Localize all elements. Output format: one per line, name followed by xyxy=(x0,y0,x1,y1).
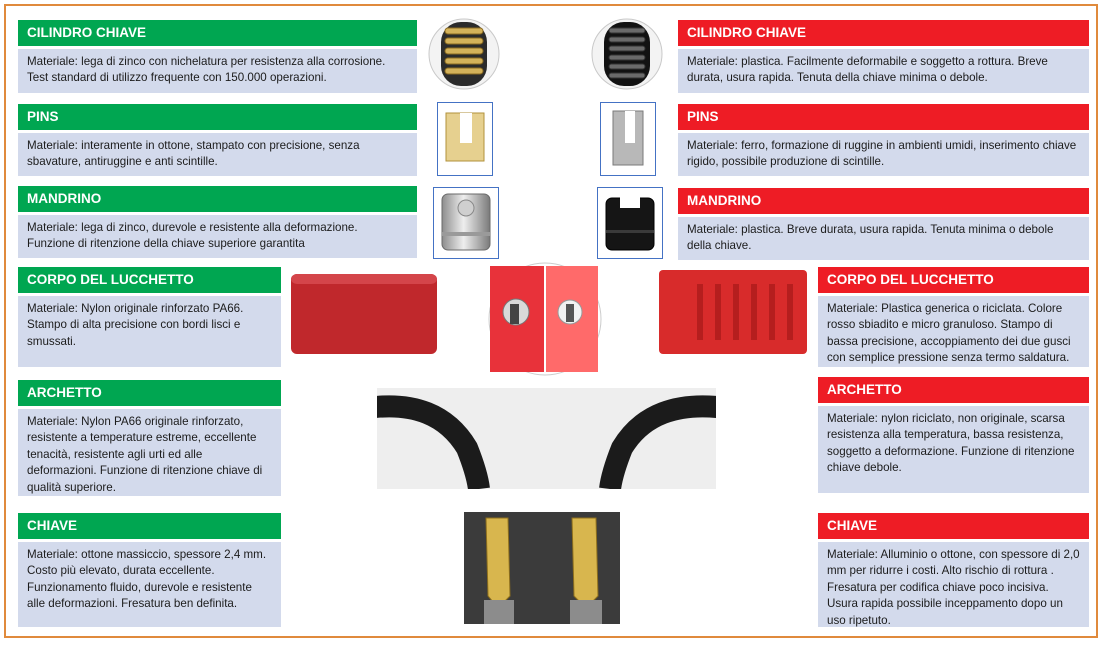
right-cilindro-card xyxy=(678,20,1089,93)
right-corpo-card xyxy=(818,267,1089,367)
right-corpo-text: Materiale: Plastica generica o riciclata. Colore rosso sbiadito e micro granuloso. Stampo di bassa precisione, accoppiamento dei due gusci con semplice pressione senza termo saldatura. xyxy=(818,296,1089,367)
left-corpo-text: Materiale: Nylon originale rinforzato PA66. Stampo di alta precisione con bordi lisci e smussati. xyxy=(18,296,281,367)
left-pins-title: PINS xyxy=(18,104,417,130)
left-corpo-title: CORPO DEL LUCCHETTO xyxy=(18,267,281,293)
left-pins-text: Materiale: interamente in ottone, stampato con precisione, senza sbavature, antiruggine e anti scintille. xyxy=(18,133,417,176)
left-cilindro-card xyxy=(18,20,417,93)
right-corpo-title: CORPO DEL LUCCHETTO xyxy=(818,267,1089,293)
steel-pin-image xyxy=(600,102,656,176)
black-spring-image xyxy=(590,18,664,90)
left-mandrino-card xyxy=(18,186,417,258)
left-pins-card xyxy=(18,104,417,176)
left-archetto-title: ARCHETTO xyxy=(18,380,281,406)
left-archetto-card xyxy=(18,380,281,496)
right-mandrino-title: MANDRINO xyxy=(678,188,1089,214)
right-chiave-text: Materiale: Alluminio o ottone, con spessore di 2,0 mm per ridurre i costi. Alto rischio di rottura . Fresatura per codifica chiave poco incisiva. Usura rapida possibile inceppamento dopo un uso ripetuto. xyxy=(818,542,1089,627)
right-mandrino-card xyxy=(678,188,1089,260)
keys-image xyxy=(464,512,620,624)
left-chiave-title: CHIAVE xyxy=(18,513,281,539)
right-cilindro-text: Materiale: plastica. Facilmente deformabile e soggetto a rottura. Breve durata, usura rapida. Tenuta della chiave minima o debole. xyxy=(678,49,1089,93)
left-mandrino-title: MANDRINO xyxy=(18,186,417,212)
good-lock-body-image xyxy=(289,270,439,358)
left-cilindro-text: Materiale: lega di zinco con nichelatura per resistenza alla corrosione. Test standard di utilizzo frequente con 150.000 operazioni. xyxy=(18,49,417,93)
left-chiave-text: Materiale: ottone massiccio, spessore 2,4 mm. Costo più elevato, durata eccellente. Funzionamento fluido, durevole e resistente alle deformazioni. Fresatura ben definita. xyxy=(18,542,281,627)
right-archetto-text: Materiale: nylon riciclato, non originale, scarsa resistenza alla temperatura, bassa resistenza, soggetto a deformazione. Funzione di ritenzione chiave debole. xyxy=(818,406,1089,493)
right-pins-title: PINS xyxy=(678,104,1089,130)
right-mandrino-text: Materiale: plastica. Breve durata, usura rapida. Tenuta minima o debole della chiave. xyxy=(678,217,1089,260)
poor-lock-body-image xyxy=(657,268,809,356)
zinc-mandrel-image xyxy=(433,187,499,259)
right-archetto-card xyxy=(818,377,1089,493)
plastic-mandrel-image xyxy=(597,187,663,259)
shackle-image xyxy=(377,388,716,489)
right-chiave-card xyxy=(818,513,1089,627)
right-pins-card xyxy=(678,104,1089,176)
right-pins-text: Materiale: ferro, formazione di ruggine in ambienti umidi, inserimento chiave rigido, possibile produzione di scintille. xyxy=(678,133,1089,176)
right-chiave-title: CHIAVE xyxy=(818,513,1089,539)
right-archetto-title: ARCHETTO xyxy=(818,377,1089,403)
right-cilindro-title: CILINDRO CHIAVE xyxy=(678,20,1089,46)
brass-spring-image xyxy=(427,18,501,90)
left-chiave-card xyxy=(18,513,281,627)
left-cilindro-title: CILINDRO CHIAVE xyxy=(18,20,417,46)
brass-pin-image xyxy=(437,102,493,176)
left-archetto-text: Materiale: Nylon PA66 originale rinforzato, resistente a temperature estreme, eccellente tenacità, resistente agli urti ed alle deformazioni. Funzione di ritenzione chiave di qualità superiore. xyxy=(18,409,281,496)
left-corpo-card xyxy=(18,267,281,367)
left-mandrino-text: Materiale: lega di zinco, durevole e resistente alla deformazione. Funzione di ritenzione della chiave superiore garantita xyxy=(18,215,417,258)
lock-comparison-image xyxy=(480,260,610,378)
